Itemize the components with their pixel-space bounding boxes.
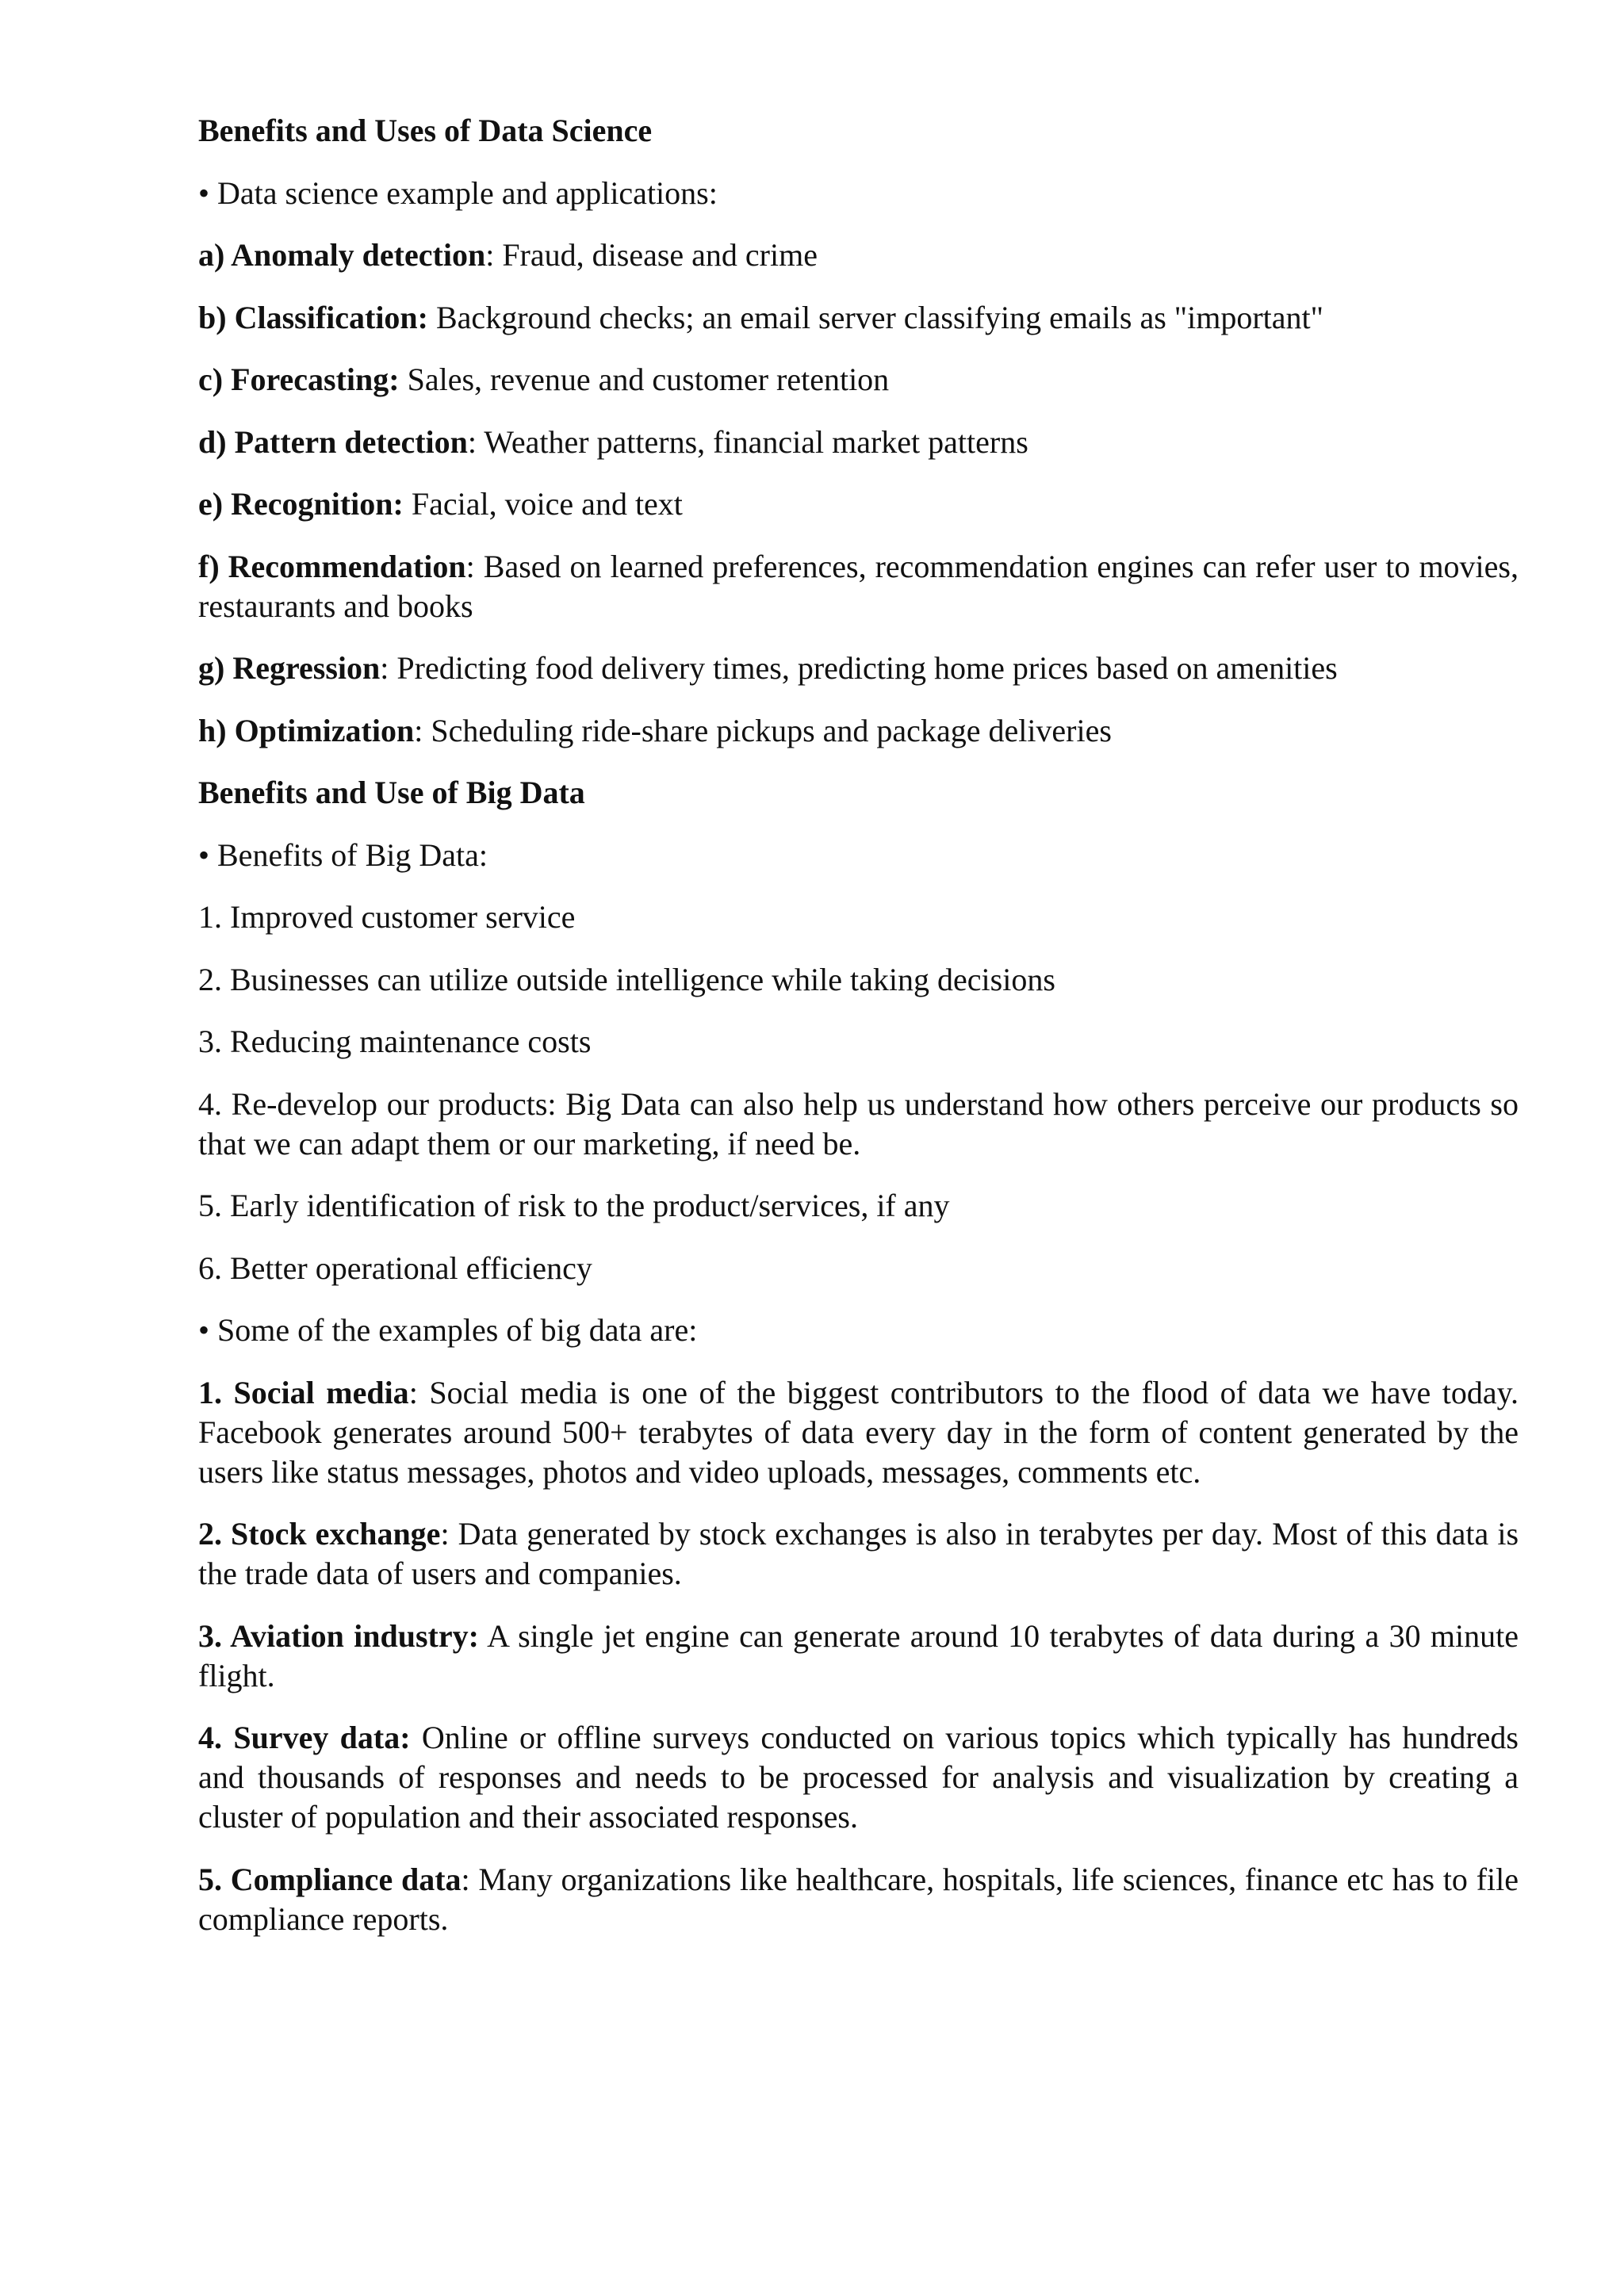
item-sep [404, 486, 412, 522]
item-desc: Social media is one of the biggest contributors to the flood of data we have today. Facebook generates around 500+ terabytes of data every day in the form of content generated by the users like status messages, photos and video uploads, messages, comments etc. [198, 1374, 1519, 1490]
section-heading-big-data: Benefits and Use of Big Data [198, 775, 585, 810]
example-item-aviation [198, 1617, 1519, 1696]
item-sep: : [408, 1374, 430, 1410]
benefit-item: 5. Early identification of risk to the product/services, if any [198, 1188, 950, 1223]
benefit-item: 4. Re-develop our products: Big Data can also help us understand how others perceive our products so that we can adapt them or our marketing, if need be. [198, 1085, 1519, 1161]
big-data-examples-intro: • Some of the examples of big data are: [198, 1312, 698, 1348]
item-desc: Data generated by stock exchanges is also in terabytes per day. Most of this data is the trade data of users and companies. [198, 1516, 1519, 1591]
item-term: 5. Compliance data [198, 1861, 462, 1897]
application-item-recommendation [198, 547, 1519, 626]
item-sep: : [465, 548, 484, 584]
application-item-forecasting [198, 360, 1519, 400]
item-desc: Scheduling ride-share pickups and package deliveries [431, 712, 1112, 748]
item-desc: Fraud, disease and crime [502, 237, 818, 273]
item-sep: : [461, 1861, 479, 1897]
item-term: f) Recommendation [198, 548, 466, 584]
example-item-survey [198, 1718, 1519, 1837]
item-term: b) Classification: [198, 299, 428, 335]
item-term: d) Pattern detection [198, 423, 468, 460]
item-term: 4. Survey data: [198, 1720, 411, 1755]
item-desc: Many organizations like healthcare, hospitals, life sciences, finance etc has to file compliance reports. [198, 1861, 1519, 1937]
item-term: e) Recognition: [198, 486, 404, 522]
application-item-anomaly [198, 235, 1519, 275]
item-term: h) Optimization [198, 712, 415, 748]
application-item-regression [198, 649, 1519, 688]
item-sep [400, 362, 408, 397]
item-desc: Online or offline surveys conducted on various topics which typically has hundreds and thousands of responses and needs to be processed for analysis and visualization by creating a cluster of population and their associated responses. [198, 1720, 1519, 1835]
data-science-intro: • Data science example and applications: [198, 174, 718, 211]
item-desc: Based on learned preferences, recommendation engines can refer user to movies, restaurants and books [198, 548, 1519, 624]
item-sep: : [485, 237, 503, 273]
application-item-pattern [198, 423, 1519, 462]
item-term: c) Forecasting: [198, 362, 400, 397]
benefit-item: 1. Improved customer service [198, 899, 576, 935]
big-data-benefits-intro: • Benefits of Big Data: [198, 836, 488, 873]
item-desc: Background checks; an email server classifying emails as "important" [436, 299, 1323, 335]
example-item-social-media [198, 1373, 1519, 1492]
item-sep: : [440, 1516, 458, 1552]
example-item-compliance [198, 1860, 1519, 1939]
item-desc: Facial, voice and text [411, 486, 683, 522]
application-item-recognition [198, 484, 1519, 524]
benefit-item: 3. Reducing maintenance costs [198, 1024, 592, 1059]
item-sep: : [414, 712, 431, 748]
item-term: a) Anomaly detection [198, 237, 486, 273]
item-term: 3. Aviation industry: [198, 1617, 479, 1654]
item-sep: : [380, 650, 397, 686]
benefit-item: 2. Businesses can utilize outside intelligence while taking decisions [198, 961, 1055, 997]
item-sep [428, 300, 436, 335]
item-term: 1. Social media [198, 1374, 409, 1410]
example-item-stock-exchange [198, 1514, 1519, 1594]
application-item-optimization [198, 711, 1519, 751]
benefit-item: 6. Better operational efficiency [198, 1249, 592, 1286]
section-heading-data-science: Benefits and Uses of Data Science [198, 113, 653, 148]
item-desc: A single jet engine can generate around 10 terabytes of data during a 30 minute flight. [198, 1617, 1519, 1693]
item-sep: : [467, 423, 485, 460]
item-sep [479, 1618, 487, 1654]
item-desc: Weather patterns, financial market patterns [484, 423, 1028, 460]
item-sep [411, 1720, 422, 1755]
item-desc: Sales, revenue and customer retention [407, 362, 890, 397]
item-term: g) Regression [198, 650, 381, 686]
application-item-classification [198, 298, 1519, 338]
item-desc: Predicting food delivery times, predicting home prices based on amenities [396, 650, 1338, 686]
document-page [198, 111, 1519, 1961]
item-term: 2. Stock exchange [198, 1516, 441, 1552]
